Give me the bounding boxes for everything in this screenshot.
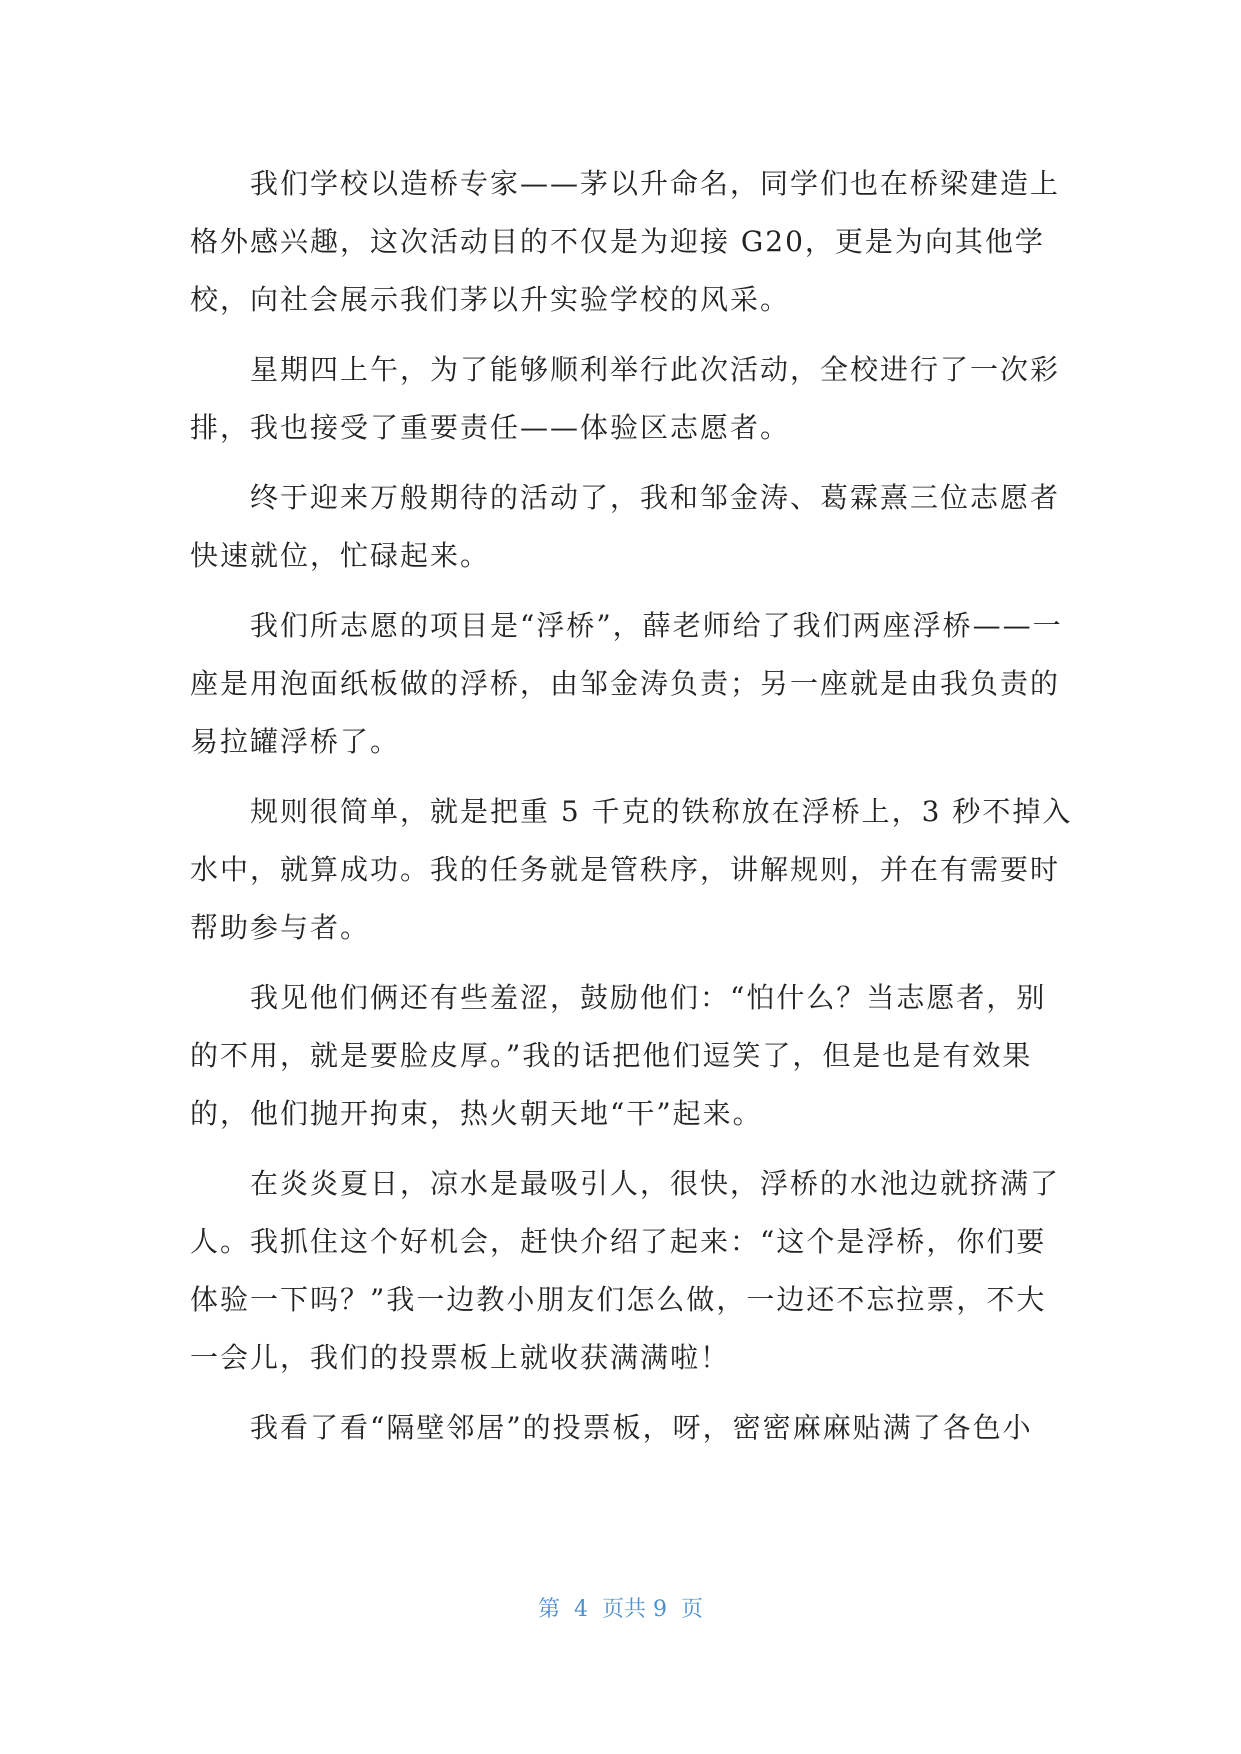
text-line: 的，他们抛开拘束，热火朝天地“干”起来。	[190, 1097, 763, 1130]
text-line: 在炎炎夏日，凉水是最吸引人，很快，浮桥的水池边就挤满了	[250, 1167, 1061, 1200]
text-line: 我看了看“隔壁邻居”的投票板，呀，密密麻麻贴满了各色小	[250, 1411, 1033, 1444]
text-line: 校，向社会展示我们茅以升实验学校的风采。	[190, 283, 791, 316]
text-line: 一会儿，我们的投票板上就收获满满啦！	[190, 1341, 731, 1374]
text-line: 座是用泡面纸板做的浮桥，由邹金涛负责；另一座就是由我负责的	[190, 667, 1061, 700]
text-line: 体验一下吗？”我一边教小朋友们怎么做，一边还不忘拉票，不大	[190, 1283, 1047, 1316]
text-line: 规则很简单，就是把重 5 千克的铁称放在浮桥上，3 秒不掉入	[250, 795, 1073, 828]
text-line: 的不用，就是要脸皮厚。”我的话把他们逗笑了，但是也是有效果	[190, 1039, 1033, 1072]
text-line: 终于迎来万般期待的活动了，我和邹金涛、葛霖熹三位志愿者	[250, 481, 1061, 514]
text-line: 水中，就算成功。我的任务就是管秩序，讲解规则，并在有需要时	[190, 853, 1061, 886]
text-line: 人。我抓住这个好机会，赶快介绍了起来：“这个是浮桥，你们要	[190, 1225, 1047, 1258]
text-line: 格外感兴趣，这次活动目的不仅是为迎接 G20，更是为向其他学	[190, 225, 1045, 258]
text-line: 我见他们俩还有些羞涩，鼓励他们：“怕什么？当志愿者，别	[250, 981, 1047, 1014]
text-line: 快速就位，忙碌起来。	[190, 539, 491, 572]
text-line: 易拉罐浮桥了。	[190, 725, 401, 758]
text-line: 排，我也接受了重要责任——体验区志愿者。	[190, 411, 791, 444]
text-line: 我们所志愿的项目是“浮桥”，薛老师给了我们两座浮桥——一	[250, 609, 1063, 642]
text-line: 我们学校以造桥专家——茅以升命名，同学们也在桥梁建造上	[250, 167, 1061, 200]
text-line: 星期四上午，为了能够顺利举行此次活动，全校进行了一次彩	[250, 353, 1061, 386]
text-line: 帮助参与者。	[190, 911, 371, 944]
page-number-footer: 第 4 页共 9 页	[538, 1597, 703, 1622]
